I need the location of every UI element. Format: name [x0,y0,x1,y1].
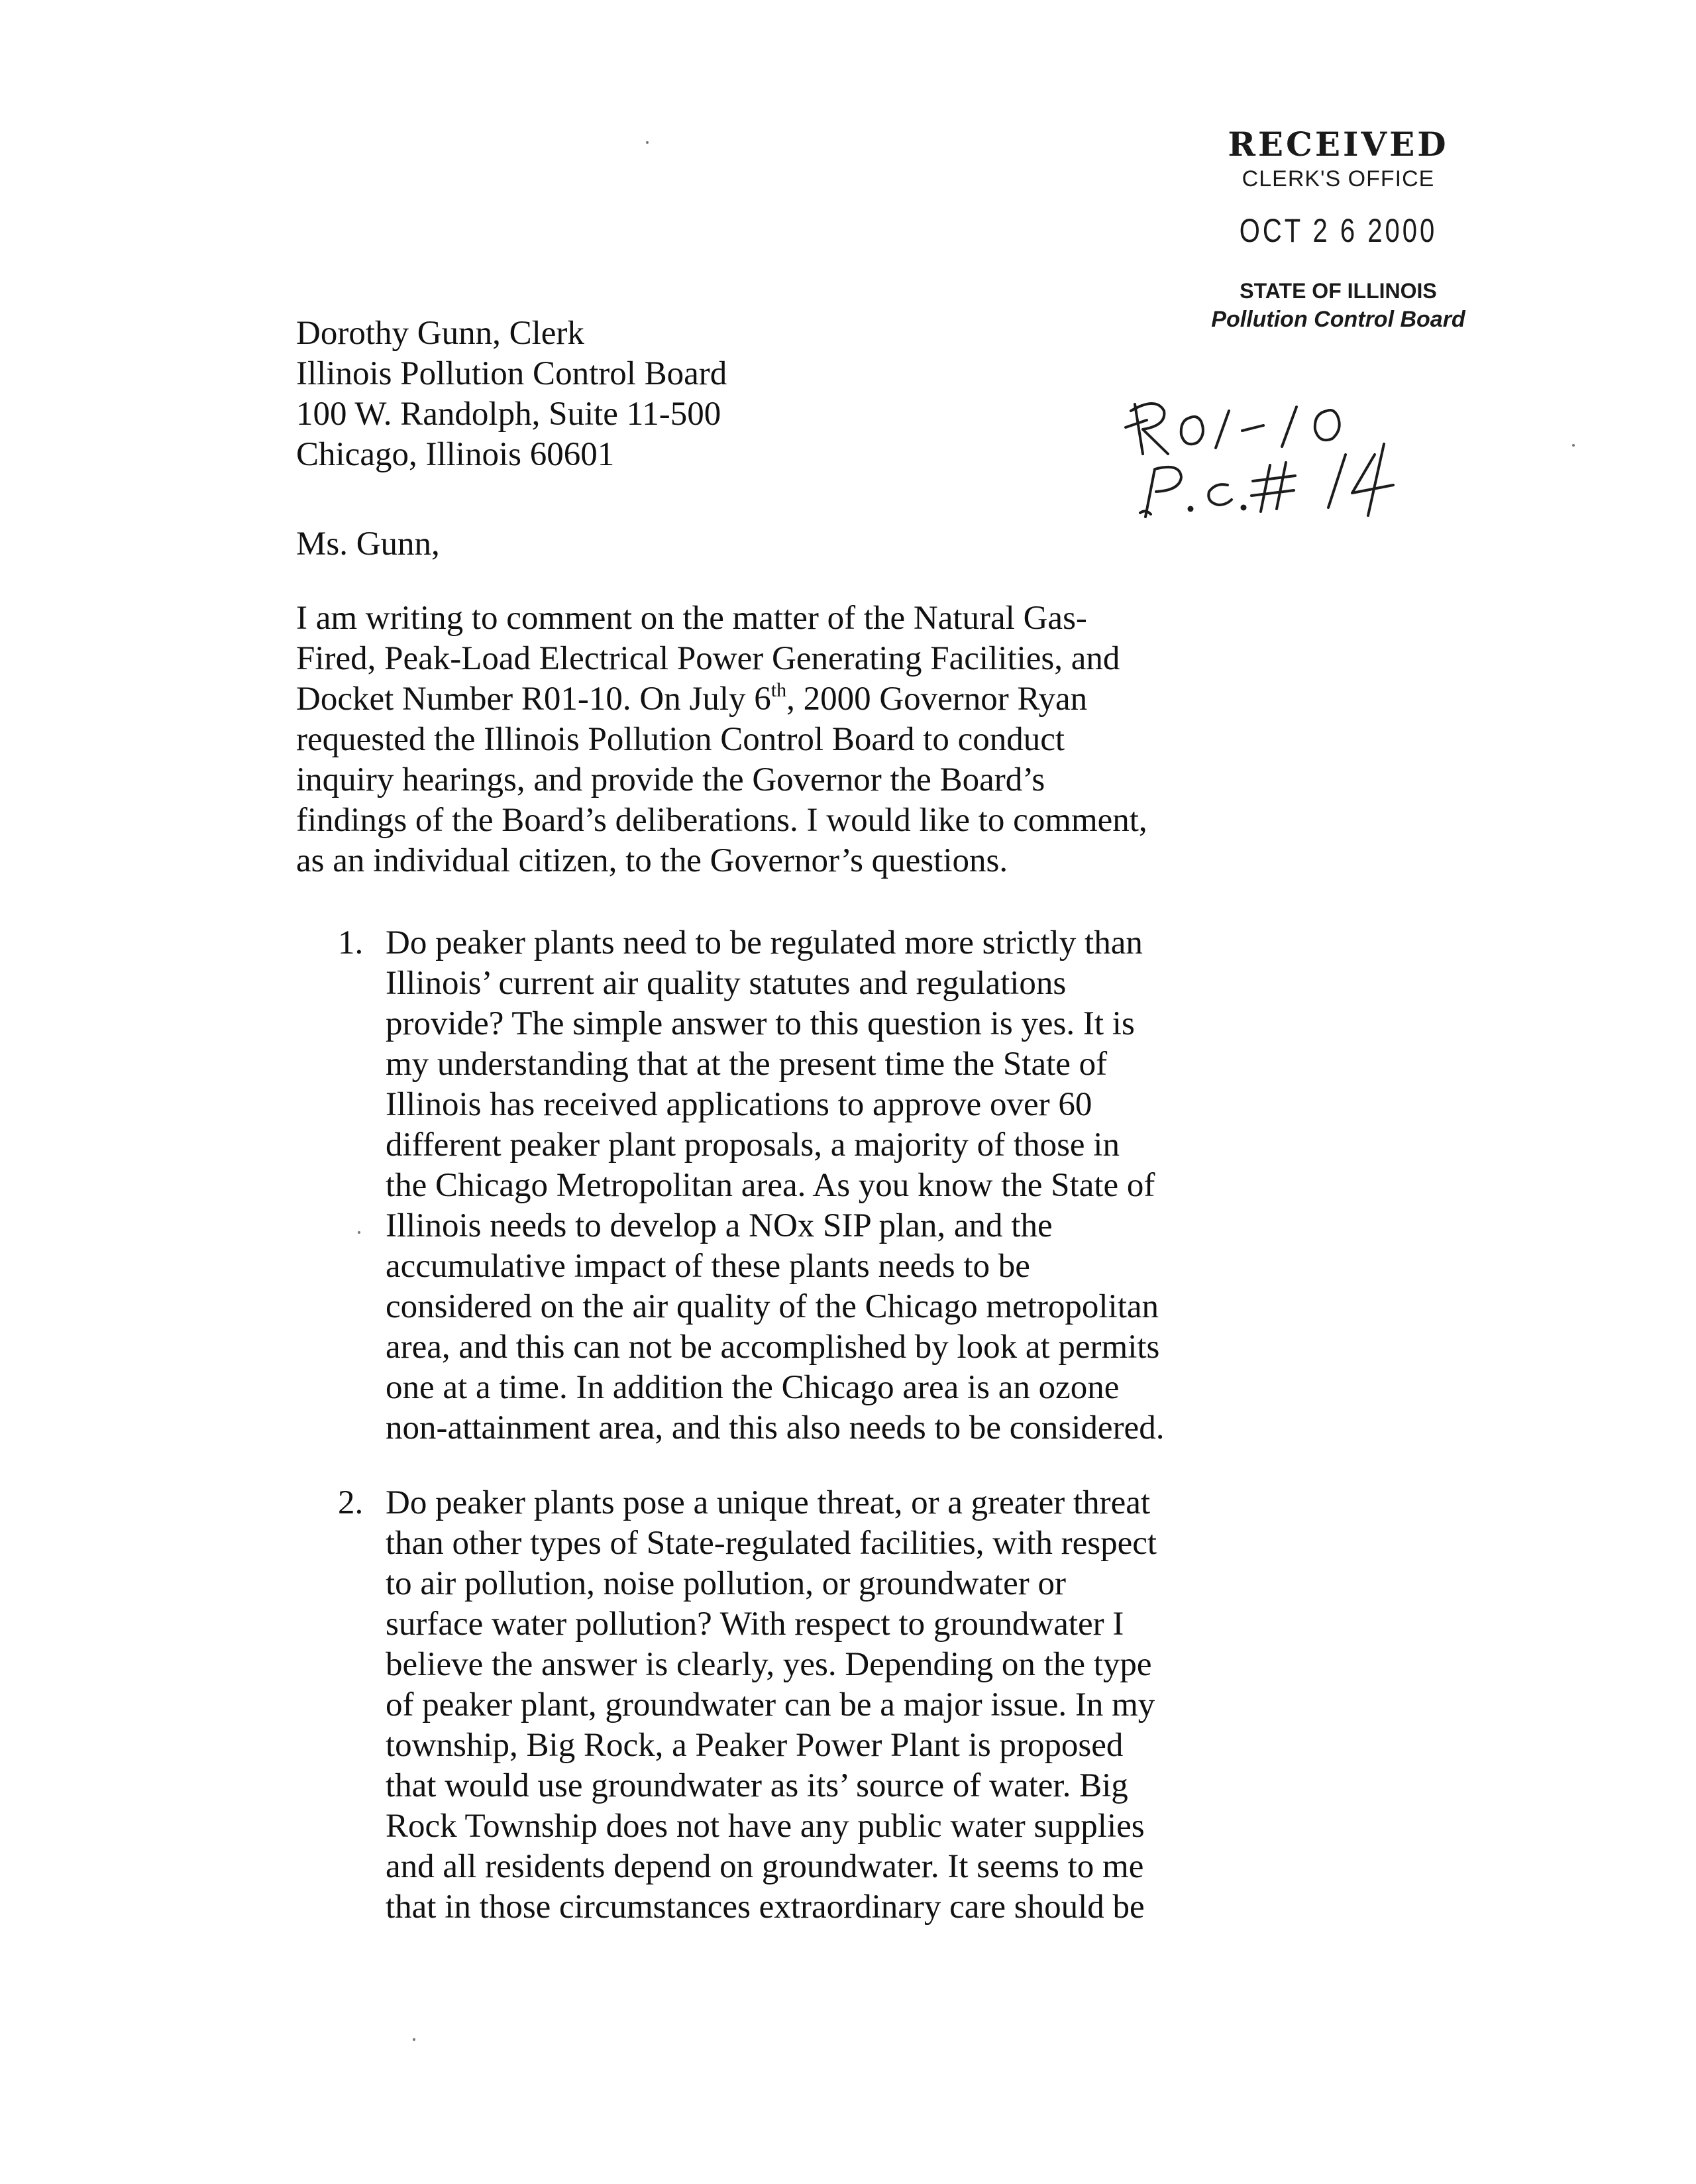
address-line: Illinois Pollution Control Board [296,355,727,392]
stamp-board: Pollution Control Board [1211,307,1465,332]
paragraph-line: provide? The simple answer to this question is yes. It is [386,1005,1135,1042]
received-stamp [1179,125,1497,334]
paragraph-line: I am writing to comment on the matter of the Natural Gas- [296,600,1087,637]
paragraph-line: township, Big Rock, a Peaker Power Plant is proposed [386,1727,1124,1764]
paragraph-line: believe the answer is clearly, yes. Depending on the type [386,1646,1152,1683]
paragraph-line: Do peaker plants need to be regulated more strictly than [386,924,1143,961]
paragraph-line: and all residents depend on groundwater. It seems to me [386,1848,1144,1885]
item-number: 1. [338,924,364,961]
line-text: Docket Number R01-10. On July 6 [296,681,771,718]
scan-speck [358,1231,360,1234]
paragraph-line: that in those circumstances extraordinary care should be [386,1888,1145,1926]
salutation: Ms. Gunn, [296,525,440,563]
address-line: 100 W. Randolph, Suite 11-500 [296,396,721,433]
scan-speck [1572,444,1575,447]
paragraph-line: Illinois’ current air quality statutes and regulations [386,965,1067,1002]
paragraph-line: requested the Illinois Pollution Control Board to conduct [296,721,1065,758]
address-line: Chicago, Illinois 60601 [296,436,615,473]
paragraph-line: Fired, Peak-Load Electrical Power Generating Facilities, and [296,640,1120,677]
item-text [386,1483,1157,1928]
address-line: Dorothy Gunn, Clerk [296,315,584,352]
paragraph-line: one at a time. In addition the Chicago area is an ozone [386,1369,1120,1406]
recipient-address [296,313,1157,475]
paragraph-line: than other types of State-regulated facilities, with respect [386,1525,1157,1562]
paragraph-line: to air pollution, noise pollution, or groundwater or [386,1565,1066,1602]
stamp-state: STATE OF ILLINOIS [1240,279,1437,303]
ordinal-suffix: th [770,679,787,701]
scan-speck [646,141,649,144]
paragraph-line: my understanding that at the present time the State of [386,1046,1108,1083]
paragraph-line: accumulative impact of these plants needs to be [386,1248,1030,1285]
paragraph-line: findings of the Board’s deliberations. I would like to comment, [296,802,1147,839]
paragraph-line: Do peaker plants pose a unique threat, or a greater threat [386,1484,1151,1521]
line-text: , 2000 Governor Ryan [786,681,1088,718]
paragraph-line [296,679,1257,720]
paragraph-line: non-attainment area, and this also needs to be considered. [386,1409,1165,1447]
stamp-clerks-office: CLERK'S OFFICE [1242,166,1435,191]
handwritten-docket-notation [1116,391,1421,523]
paragraph-line: of peaker plant, groundwater can be a major issue. In my [386,1686,1155,1723]
paragraph-line: area, and this can not be accomplished by look at permits [386,1329,1160,1366]
scan-speck [413,2038,415,2041]
paragraph-line: the Chicago Metropolitan area. As you know the State of [386,1167,1155,1204]
intro-paragraph [296,598,1257,881]
paragraph-line: Illinois needs to develop a NOx SIP plan, and the [386,1207,1053,1244]
paragraph-line: Illinois has received applications to approve over 60 [386,1086,1092,1123]
paragraph-line: inquiry hearings, and provide the Governor the Board’s [296,761,1045,798]
paragraph-line: surface water pollution? With respect to groundwater I [386,1606,1124,1643]
stamp-received-label: RECEIVED [1228,125,1449,164]
item-text [386,923,1164,1448]
paragraph-line: different peaker plant proposals, a majority of those in [386,1126,1120,1164]
paragraph-line: Rock Township does not have any public water supplies [386,1808,1145,1845]
paragraph-line: as an individual citizen, to the Governor’s questions. [296,842,1008,879]
paragraph-line: that would use groundwater as its’ source of water. Big [386,1767,1128,1804]
item-number: 2. [338,1484,364,1521]
stamp-date: OCT 2 6 2000 [1239,212,1438,249]
paragraph-line: considered on the air quality of the Chicago metropolitan [386,1288,1159,1325]
